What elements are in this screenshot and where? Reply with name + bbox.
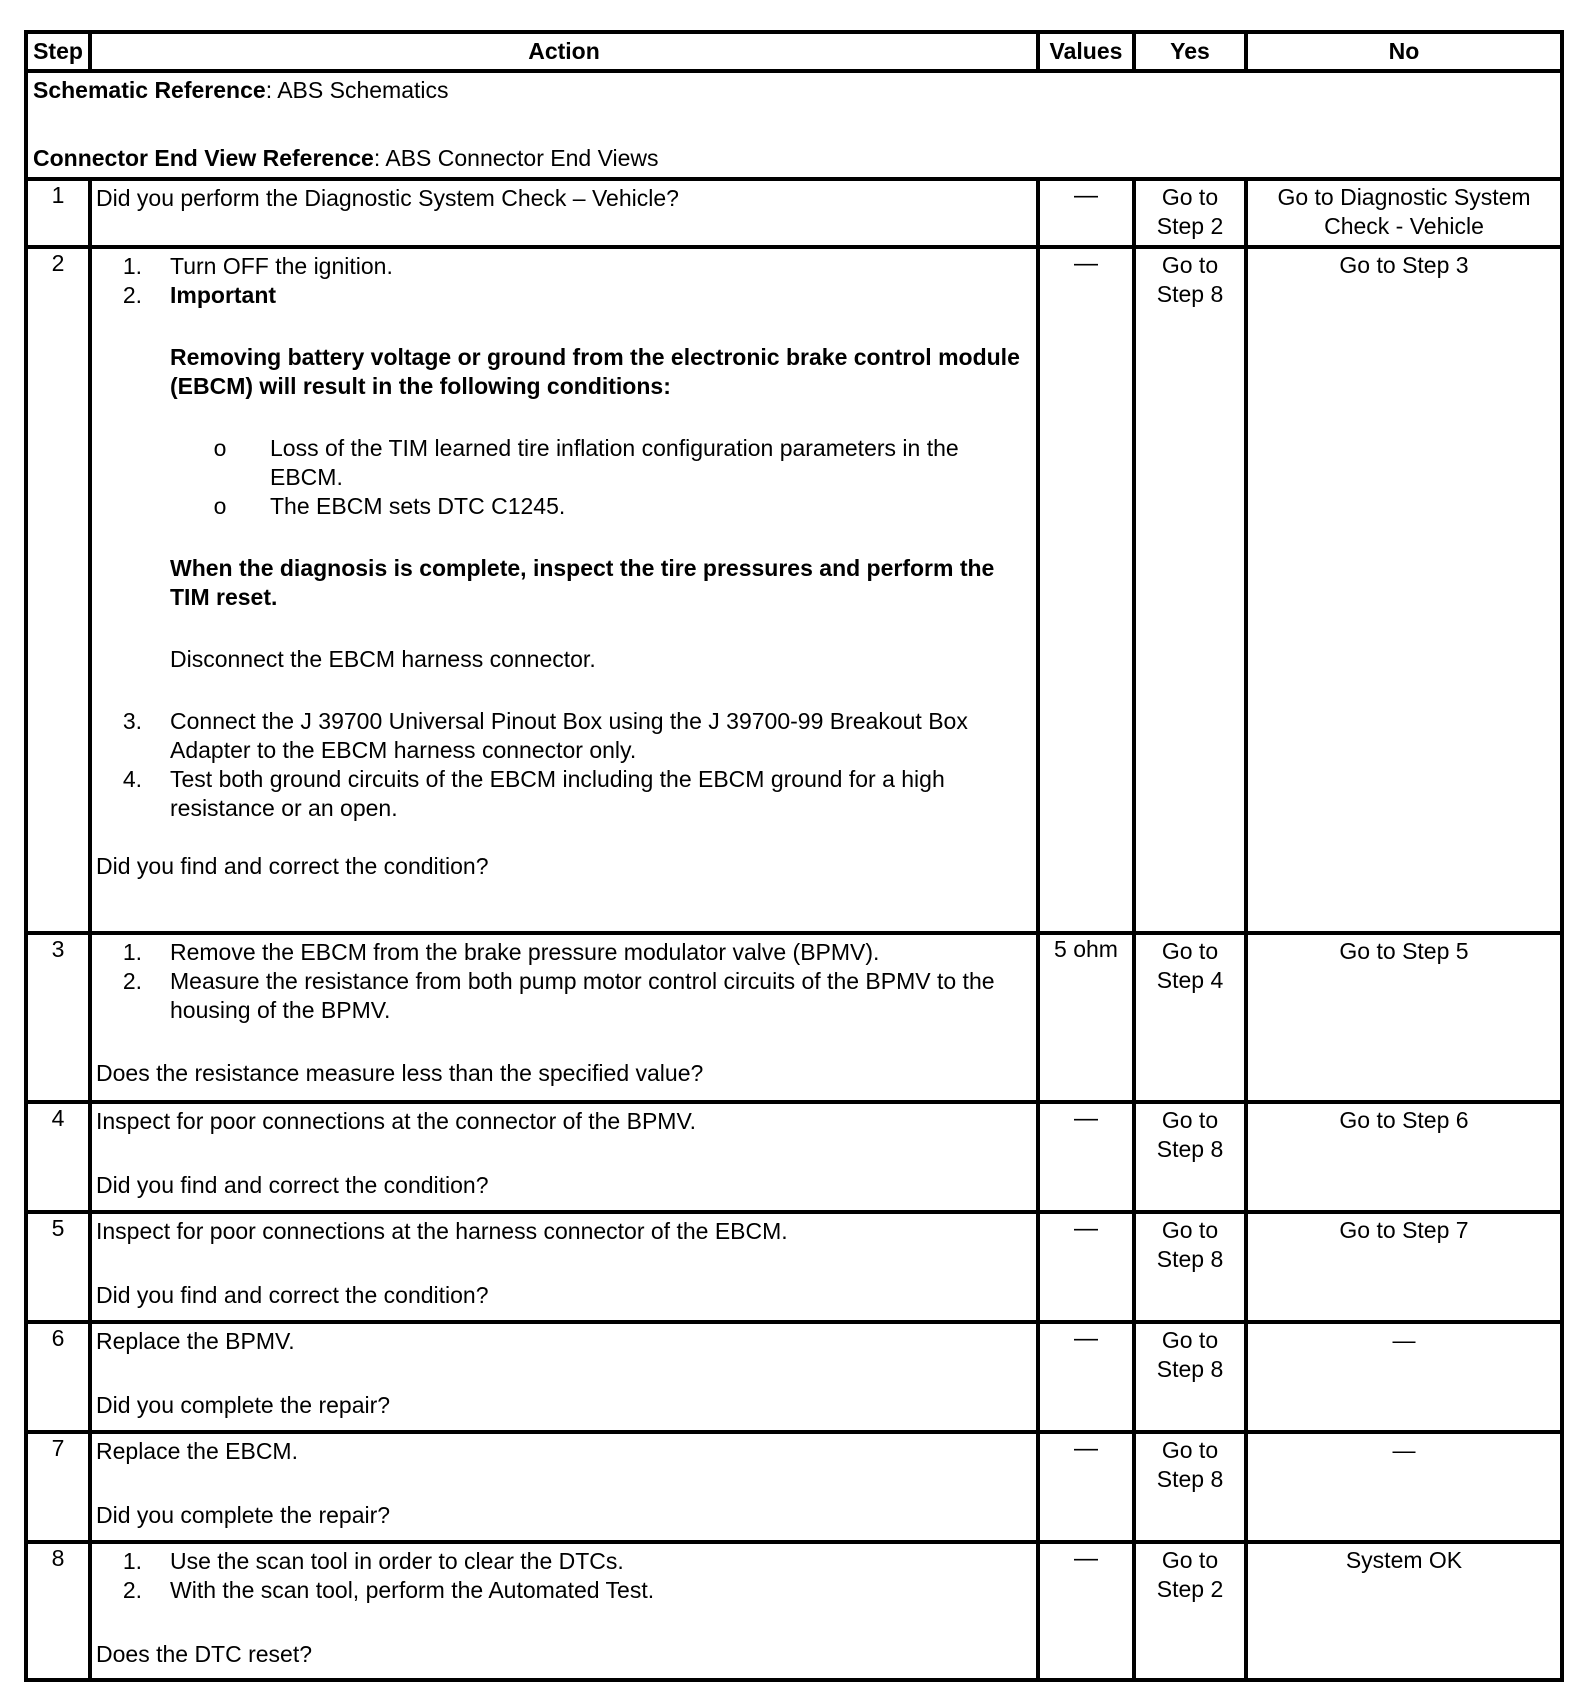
- item-text: Measure the resistance from both pump motor control circuits of the BPMV to the housing of the BPMV.: [170, 968, 995, 1023]
- table-row: [26, 247, 1562, 933]
- action-cell: [90, 1542, 1038, 1680]
- item-number: 4.: [122, 766, 142, 792]
- table-row: [26, 1432, 1562, 1542]
- item-number: 1.: [122, 939, 142, 965]
- procedure-list: [96, 1547, 1032, 1605]
- diagnostic-table-sheet: [24, 30, 1560, 1682]
- list-item: [96, 252, 1032, 281]
- step-number: 3: [26, 933, 90, 1102]
- yes-action: Go to Step 8: [1134, 1432, 1246, 1542]
- schematic-reference-label: Schematic Reference: [33, 77, 266, 103]
- step-question: Does the DTC reset?: [96, 1641, 313, 1667]
- step-value: —: [1038, 1542, 1134, 1680]
- connector-reference: [33, 144, 1555, 173]
- item-number: 2.: [122, 1577, 142, 1603]
- no-action: Go to Step 6: [1246, 1102, 1562, 1212]
- step-question: Did you complete the repair?: [96, 1502, 391, 1528]
- list-item: [96, 707, 1032, 765]
- list-item: [170, 434, 1032, 492]
- action-cell: [90, 1432, 1038, 1542]
- list-item: [96, 765, 1032, 823]
- schematic-reference-value: : ABS Schematics: [265, 77, 449, 103]
- item-text: Test both ground circuits of the EBCM including the EBCM ground for a high resistance or an open.: [170, 766, 945, 821]
- condition-text: The EBCM sets DTC C1245.: [270, 493, 566, 519]
- list-item: [170, 492, 1032, 521]
- no-action: Go to Step 7: [1246, 1212, 1562, 1322]
- step-question: Did you perform the Diagnostic System Check – Vehicle?: [96, 185, 679, 211]
- item-text: Use the scan tool in order to clear the DTCs.: [170, 1548, 624, 1574]
- important-text: Removing battery voltage or ground from the electronic brake control module (EBCM) will result in the following conditions:: [170, 344, 1020, 399]
- no-action: Go to Step 3: [1246, 247, 1562, 933]
- step-question: Does the resistance measure less than the specified value?: [96, 1060, 704, 1086]
- step-number: 4: [26, 1102, 90, 1212]
- step-value: —: [1038, 1322, 1134, 1432]
- item-number: 2.: [122, 968, 142, 994]
- step-number: 5: [26, 1212, 90, 1322]
- action-cell: [90, 1212, 1038, 1322]
- step-question: Did you find and correct the condition?: [96, 1282, 489, 1308]
- header-row: [26, 32, 1562, 71]
- no-action: Go to Diagnostic System Check - Vehicle: [1246, 179, 1562, 247]
- item-number: 1.: [122, 1548, 142, 1574]
- table-row: [26, 1102, 1562, 1212]
- table-row: [26, 933, 1562, 1102]
- header-no: No: [1246, 32, 1562, 71]
- yes-action: Go to Step 4: [1134, 933, 1246, 1102]
- step-number: 8: [26, 1542, 90, 1680]
- step-number: 7: [26, 1432, 90, 1542]
- list-item: [96, 281, 1032, 707]
- header-yes: Yes: [1134, 32, 1246, 71]
- step-instruction: Inspect for poor connections at the harness connector of the EBCM.: [96, 1218, 788, 1244]
- list-item: [96, 938, 1032, 967]
- action-cell: [90, 1322, 1038, 1432]
- step-question: Did you find and correct the condition?: [96, 1172, 489, 1198]
- step-number: 6: [26, 1322, 90, 1432]
- step-value: —: [1038, 247, 1134, 933]
- condition-list: [170, 434, 1032, 521]
- step-value: —: [1038, 179, 1134, 247]
- table-row: [26, 179, 1562, 247]
- item-number: 2.: [122, 282, 142, 308]
- item-text: With the scan tool, perform the Automated Test.: [170, 1577, 655, 1603]
- no-action: —: [1246, 1432, 1562, 1542]
- action-cell: [90, 179, 1038, 247]
- bullet-marker: o: [213, 493, 227, 519]
- no-action: —: [1246, 1322, 1562, 1432]
- yes-action: Go to Step 8: [1134, 1102, 1246, 1212]
- step-value: —: [1038, 1432, 1134, 1542]
- table-row: [26, 1322, 1562, 1432]
- item-text: Remove the EBCM from the brake pressure modulator valve (BPMV).: [170, 939, 880, 965]
- bullet-marker: o: [213, 435, 227, 461]
- step-instruction: Replace the BPMV.: [96, 1328, 295, 1354]
- yes-action: Go to Step 8: [1134, 247, 1246, 933]
- no-action: Go to Step 5: [1246, 933, 1562, 1102]
- connector-reference-label: Connector End View Reference: [33, 145, 374, 171]
- step-number: 2: [26, 247, 90, 933]
- action-cell: [90, 933, 1038, 1102]
- important-heading: Important: [170, 282, 277, 308]
- yes-action: Go to Step 2: [1134, 179, 1246, 247]
- reference-cell: [26, 71, 1562, 179]
- procedure-list: [96, 938, 1032, 1025]
- connector-reference-value: : ABS Connector End Views: [373, 145, 659, 171]
- item-number: 1.: [122, 253, 142, 279]
- schematic-reference: [33, 76, 1555, 105]
- table-row: [26, 1212, 1562, 1322]
- header-values: Values: [1038, 32, 1134, 71]
- step-value: —: [1038, 1102, 1134, 1212]
- header-action: Action: [90, 32, 1038, 71]
- no-action: System OK: [1246, 1542, 1562, 1680]
- step-value: —: [1038, 1212, 1134, 1322]
- step-instruction: Inspect for poor connections at the connector of the BPMV.: [96, 1108, 697, 1134]
- list-item: [96, 967, 1032, 1025]
- yes-action: Go to Step 8: [1134, 1322, 1246, 1432]
- reference-row: [26, 71, 1562, 179]
- step-instruction: Replace the EBCM.: [96, 1438, 298, 1464]
- condition-text: Loss of the TIM learned tire inflation configuration parameters in the EBCM.: [270, 435, 959, 490]
- item-text: Turn OFF the ignition.: [170, 253, 393, 279]
- yes-action: Go to Step 8: [1134, 1212, 1246, 1322]
- step-question: Did you find and correct the condition?: [96, 853, 489, 879]
- item-number: 3.: [122, 708, 142, 734]
- step-number: 1: [26, 179, 90, 247]
- yes-action: Go to Step 2: [1134, 1542, 1246, 1680]
- table-row: [26, 1542, 1562, 1680]
- step-question: Did you complete the repair?: [96, 1392, 391, 1418]
- list-item: [96, 1547, 1032, 1576]
- item-text: Connect the J 39700 Universal Pinout Box using the J 39700-99 Breakout Box Adapter to the EBCM harness connector only.: [170, 708, 968, 763]
- completion-note: When the diagnosis is complete, inspect the tire pressures and perform the TIM reset.: [170, 555, 995, 610]
- diagnostic-table: [24, 30, 1564, 1682]
- action-cell: [90, 1102, 1038, 1212]
- list-item: [96, 1576, 1032, 1605]
- header-step: Step: [26, 32, 90, 71]
- step-value: 5 ohm: [1038, 933, 1134, 1102]
- procedure-list: [96, 252, 1032, 823]
- action-cell: [90, 247, 1038, 933]
- disconnect-instruction: Disconnect the EBCM harness connector.: [170, 646, 596, 672]
